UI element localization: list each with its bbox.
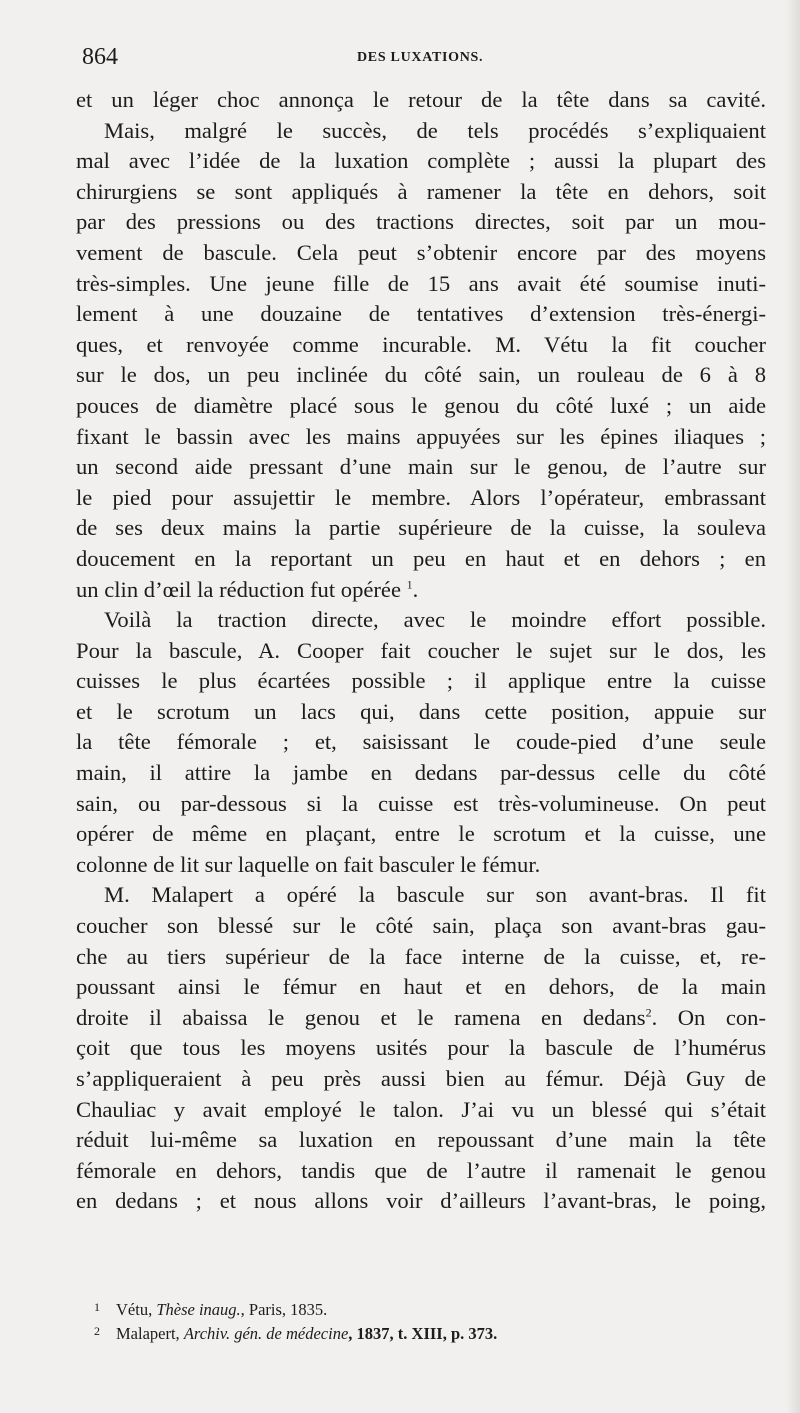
text-line: sain, ou par-dessous si la cuisse est très-volumineuse. On peut (76, 790, 766, 816)
text-line: la tête fémorale ; et, saisissant le coude-pied d’une seule (76, 729, 766, 755)
text-line: lement à une douzaine de tentatives d’extension très-énergi- (76, 301, 766, 327)
text-line: colonne de lit sur laquelle on fait basculer le fémur. (76, 851, 541, 877)
text-line-content: un clin d’œil la réduction fut opérée (76, 576, 401, 602)
text-line: très-simples. Une jeune fille de 15 ans avait été soumise inuti- (76, 270, 766, 296)
text-line: par des pressions ou des tractions directes, soit par un mou- (76, 209, 766, 235)
text-line: mal avec l’idée de la luxation complète ; aussi la plupart des (76, 148, 766, 174)
text-line: Chauliac y avait employé le talon. J’ai vu un blessé qui s’était (76, 1096, 766, 1122)
text-line: réduit lui-même sa luxation en repoussant d’une main la tête (76, 1127, 766, 1153)
text-line: Pour la bascule, A. Cooper fait coucher le sujet sur le dos, les (76, 637, 766, 663)
page-header (82, 44, 762, 76)
text-line: chirurgiens se sont appliqués à ramener la tête en dehors, soit (76, 178, 766, 204)
footnote-mark: 1 (94, 1300, 100, 1314)
text-line: doucement en la reportant un peu en haut et en dehors ; en (76, 545, 766, 571)
text-line: fixant le bassin avec les mains appuyées sur les épines iliaques ; (76, 423, 766, 449)
text-line: Voilà la traction directe, avec le moindre effort possible. (104, 607, 766, 633)
text-line: Mais, malgré le succès, de tels procédés s’expliquaient (104, 117, 766, 143)
footnote (94, 1322, 734, 1346)
text-line: vement de bascule. Cela peut s’obtenir encore par des moyens (76, 239, 766, 265)
text-line (76, 575, 766, 606)
footnote-title: Thèse inaug. (156, 1300, 241, 1319)
text-line (76, 1003, 766, 1034)
text-line: coucher son blessé sur le côté sain, plaça son avant-bras gau- (76, 913, 766, 939)
footnote-title: Archiv. gén. de médecine (183, 1324, 349, 1343)
text-line: s’appliqueraient à peu près aussi bien au fémur. Déjà Guy de (76, 1066, 766, 1091)
footnotes (94, 1298, 734, 1346)
text-line: un second aide pressant d’une main sur le genou, de l’autre sur (76, 454, 766, 480)
footnote-author: Malapert, (116, 1324, 184, 1343)
text-line: che au tiers supérieur de la face interne de la cuisse, et, re- (76, 943, 766, 969)
text-line: çoit que tous les moyens usités pour la bascule de l’humérus (76, 1035, 766, 1061)
body-text (76, 85, 766, 1217)
text-line: et le scrotum un lacs qui, dans cette position, appuie sur (76, 698, 766, 724)
text-line: poussant ainsi le fémur en haut et en dehors, de la main (76, 974, 766, 1000)
text-line-tail: . On con- (651, 1004, 766, 1030)
text-line: ques, et renvoyée comme incurable. M. Vétu la fit coucher (76, 331, 766, 357)
footnote-reference: 1 (406, 576, 413, 591)
text-line: en dedans ; et nous allons voir d’ailleurs l’avant-bras, le poing, (76, 1188, 766, 1214)
text-line: fémorale en dehors, tandis que de l’autre il ramenait le genou (76, 1157, 766, 1183)
text-line: pouces de diamètre placé sous le genou du côté luxé ; un aide (76, 392, 766, 418)
text-line-content: droite il abaissa le genou et le ramena en dedans (76, 1004, 646, 1030)
footnote-details: , 1837, t. XIII, p. 373. (348, 1324, 498, 1343)
text-line: de ses deux mains la partie supérieure de la cuisse, la souleva (76, 515, 766, 541)
footnote-author: Vétu, (116, 1300, 157, 1319)
running-head: DES LUXATIONS. (357, 50, 484, 65)
text-line: M. Malapert a opéré la bascule sur son avant-bras. Il fit (104, 882, 766, 908)
text-line: le pied pour assujettir le membre. Alors l’opérateur, embrassant (76, 484, 766, 510)
page-number: 864 (82, 44, 118, 70)
footnote-details: , Paris, 1835. (240, 1300, 328, 1319)
punctuation: . (412, 576, 419, 602)
text-line: opérer de même en plaçant, entre le scrotum et la cuisse, une (76, 821, 766, 847)
footnote-mark: 2 (94, 1324, 100, 1338)
text-line: main, il attire la jambe en dedans par-dessus celle du côté (76, 760, 766, 786)
footnote (94, 1298, 734, 1322)
footnote-reference: 2 (645, 1005, 652, 1020)
text-line: et un léger choc annonça le retour de la tête dans sa cavité. (76, 87, 766, 112)
text-line: sur le dos, un peu inclinée du côté sain, un rouleau de 6 à 8 (76, 362, 766, 388)
page-edge-shadow (786, 0, 800, 1413)
text-line: cuisses le plus écartées possible ; il applique entre la cuisse (76, 668, 766, 694)
